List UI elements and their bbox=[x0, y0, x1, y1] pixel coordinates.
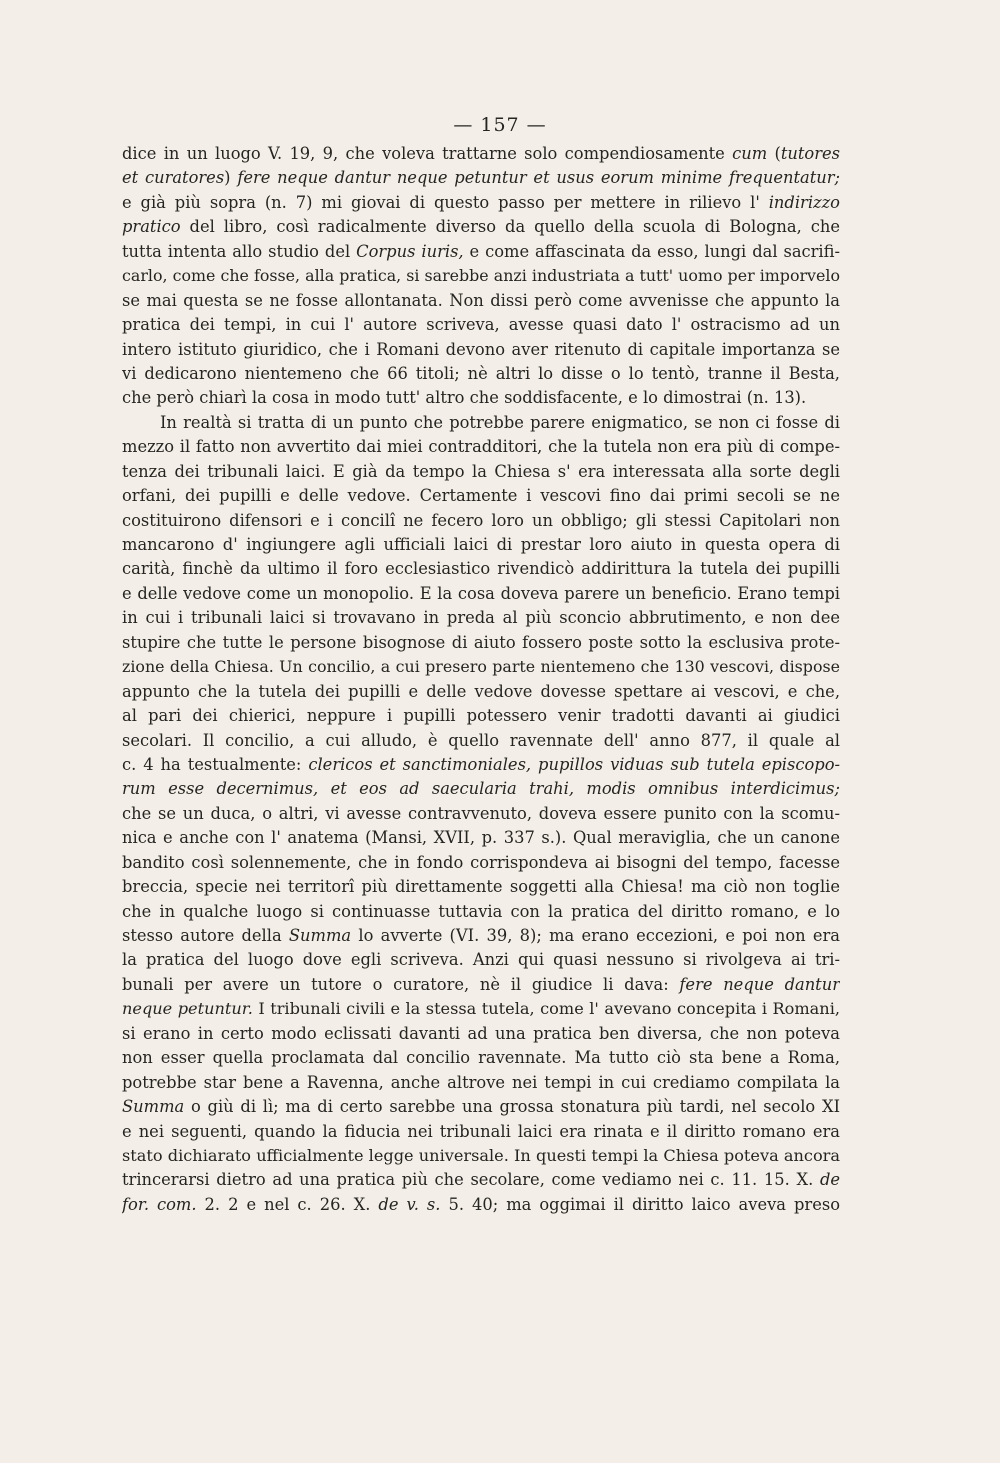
page-number: — 157 — bbox=[453, 114, 547, 136]
text-line bbox=[122, 289, 840, 313]
text-line bbox=[122, 240, 840, 264]
text-segment: in cui i tribunali laici si trovavano in preda al più sconcio abbrutimento, e non dee bbox=[122, 608, 840, 628]
text-line bbox=[122, 362, 840, 386]
text-line bbox=[122, 166, 840, 190]
text-segment: orfani, dei pupilli e delle vedove. Certamente i vescovi fino dai primi secoli se ne bbox=[122, 486, 840, 506]
text-segment: In realtà si tratta di un punto che potrebbe parere enigmatico, se non ci fosse di bbox=[160, 412, 840, 432]
text-segment: si erano in certo modo eclissati davanti ad una pratica ben diversa, che non poteva bbox=[122, 1023, 840, 1043]
text-segment: zione della Chiesa. Un concilio, a cui presero parte nientemeno che 130 vescovi, dispose bbox=[122, 657, 840, 677]
text-segment: pratica dei tempi, in cui l' autore scriveva, avesse quasi dato l' ostracismo ad un bbox=[122, 315, 840, 335]
text-segment: che in qualche luogo si continuasse tuttavia con la pratica del diritto romano, e lo bbox=[122, 901, 840, 921]
text-segment: I tribunali civili e la stessa tutela, come l' avevano concepita i Romani, bbox=[252, 999, 840, 1019]
italic-text: fere neque dantur bbox=[679, 974, 840, 994]
text-segment: la pratica del luogo dove egli scriveva. Anzi qui quasi nessuno si rivolgeva ai tri- bbox=[122, 950, 840, 970]
italic-text: neque petuntur. bbox=[122, 999, 253, 1019]
italic-text: indirizzo bbox=[768, 192, 840, 212]
text-line bbox=[122, 557, 840, 581]
text-segment: bandito così solennemente, che in fondo corrispondeva ai bisogni del tempo, facesse bbox=[122, 852, 840, 872]
text-segment: stato dichiarato ufficialmente legge universale. In questi tempi la Chiesa poteva ancora bbox=[122, 1145, 840, 1165]
text-line bbox=[122, 1120, 840, 1144]
text-segment: o giù di lì; ma di certo sarebbe una grossa stonatura più tardi, nel secolo XI bbox=[184, 1097, 840, 1117]
text-line bbox=[122, 264, 840, 288]
text-line bbox=[122, 1095, 840, 1119]
body-text bbox=[122, 142, 840, 1217]
italic-text: et curatores bbox=[122, 168, 225, 188]
text-line bbox=[122, 215, 840, 239]
text-line bbox=[122, 1071, 840, 1095]
text-line bbox=[122, 1022, 840, 1046]
text-segment: intero istituto giuridico, che i Romani devono aver ritenuto di capitale importanza se bbox=[122, 339, 840, 359]
italic-text: de bbox=[819, 1170, 840, 1190]
text-segment: che se un duca, o altri, vi avesse contravvenuto, doveva essere punito con la scomu- bbox=[122, 803, 840, 823]
text-line bbox=[122, 533, 840, 557]
text-line bbox=[122, 851, 840, 875]
text-segment: e come affascinata da esso, lungi dal sacrifi- bbox=[463, 241, 840, 261]
text-segment: mancarono d' ingiungere agli ufficiali laici di prestar loro aiuto in questa opera di bbox=[122, 535, 840, 554]
italic-text: clericos et sanctimoniales, pupillos viduas sub tutela episcopo- bbox=[308, 754, 840, 774]
text-line bbox=[122, 729, 840, 753]
text-line bbox=[122, 753, 840, 777]
text-segment: stesso autore della bbox=[122, 926, 289, 945]
text-line bbox=[122, 948, 840, 972]
text-segment: carlo, come che fosse, alla pratica, si sarebbe anzi industriata a tutt' uomo per imporvelo bbox=[122, 266, 840, 286]
text-segment: bunali per avere un tutore o curatore, nè il giudice li dava: bbox=[122, 974, 680, 994]
text-line bbox=[122, 509, 840, 533]
text-segment: mezzo il fatto non avvertito dai miei contradditori, che la tutela non era più di compe- bbox=[122, 437, 840, 457]
text-segment: se mai questa se ne fosse allontanata. Non dissi però come avvenisse che appunto la bbox=[122, 290, 840, 310]
text-segment: ( bbox=[767, 144, 781, 163]
text-line bbox=[122, 582, 840, 606]
text-segment: non esser quella proclamata dal concilio ravennate. Ma tutto ciò sta bene a Roma, bbox=[122, 1048, 840, 1068]
italic-text: tutores bbox=[780, 144, 840, 163]
text-line bbox=[122, 680, 840, 704]
text-segment: trincerarsi dietro ad una pratica più che secolare, come vediamo nei c. 11. 15. X. bbox=[122, 1170, 820, 1190]
text-segment: breccia, specie nei territorî più direttamente soggetti alla Chiesa! ma ciò non toglie bbox=[122, 877, 840, 897]
text-segment: 5. 40; ma oggimai il diritto laico aveva preso bbox=[440, 1194, 840, 1214]
text-line bbox=[122, 460, 840, 484]
text-line bbox=[122, 924, 840, 948]
text-segment: che però chiarì la cosa in modo tutt' altro che soddisfacente, e lo dimostrai (n. 13). bbox=[122, 388, 807, 408]
text-line bbox=[122, 655, 840, 679]
text-segment: potrebbe star bene a Ravenna, anche altrove nei tempi in cui crediamo compilata la bbox=[122, 1072, 840, 1092]
text-segment: e nei seguenti, quando la fiducia nei tribunali laici era rinata e il diritto romano era bbox=[122, 1121, 840, 1141]
italic-text: Summa bbox=[288, 926, 352, 945]
text-segment: al pari dei chierici, neppure i pupilli potessero venir tradotti davanti ai giudici bbox=[122, 706, 840, 726]
text-segment: e già più sopra (n. 7) mi giovai di questo passo per mettere in rilievo l' bbox=[122, 192, 769, 212]
text-segment: nica e anche con l' anatema (Mansi, XVII, p. 337 s.). Qual meraviglia, che un canone bbox=[122, 828, 840, 848]
italic-text: cum bbox=[732, 144, 768, 163]
italic-text: fere neque dantur neque petuntur et usus eorum minime frequentatur; bbox=[237, 168, 840, 188]
text-segment: vi dedicarono nientemeno che 66 titoli; nè altri lo disse o lo tentò, tranne il Besta, bbox=[122, 363, 840, 383]
text-segment: tenza dei tribunali laici. E già da tempo la Chiesa s' era interessata alla sorte degli bbox=[122, 461, 840, 481]
text-segment: dice in un luogo V. 19, 9, che voleva trattarne solo compendiosamente bbox=[122, 144, 733, 163]
text-line bbox=[122, 900, 840, 924]
text-line bbox=[122, 802, 840, 826]
text-segment: tutta intenta allo studio del bbox=[122, 241, 357, 261]
italic-text: rum esse decernimus, et eos ad saecularia trahi, modis omnibus interdicimus; bbox=[122, 779, 840, 799]
text-segment: c. 4 ha testualmente: bbox=[122, 754, 309, 774]
text-segment: 2. 2 e nel c. 26. X. bbox=[196, 1194, 379, 1214]
text-line bbox=[122, 973, 840, 997]
text-line bbox=[122, 1144, 840, 1168]
text-line bbox=[122, 1193, 840, 1217]
italic-text: pratico bbox=[122, 217, 181, 237]
text-line bbox=[122, 435, 840, 459]
italic-text: for. com. bbox=[122, 1194, 197, 1214]
text-segment: carità, finchè da ultimo il foro ecclesiastico rivendicò addirittura la tutela dei pupilli bbox=[122, 559, 840, 579]
text-line bbox=[122, 631, 840, 655]
text-line bbox=[122, 313, 840, 337]
text-line bbox=[122, 191, 840, 215]
text-line bbox=[122, 875, 840, 899]
text-segment: lo avverte (VI. 39, 8); ma erano eccezioni, e poi non era bbox=[351, 926, 840, 945]
text-line bbox=[122, 826, 840, 850]
text-line bbox=[122, 142, 840, 166]
text-segment: del libro, così radicalmente diverso da quello della scuola di Bologna, che bbox=[180, 217, 840, 237]
text-segment: e delle vedove come un monopolio. E la cosa doveva parere un beneficio. Erano tempi bbox=[122, 583, 840, 603]
text-line bbox=[122, 997, 840, 1021]
text-line bbox=[122, 606, 840, 630]
text-line bbox=[122, 1168, 840, 1192]
text-segment: appunto che la tutela dei pupilli e delle vedove dovesse spettare ai vescovi, e che, bbox=[122, 681, 840, 701]
text-line bbox=[122, 411, 840, 435]
text-line bbox=[122, 777, 840, 801]
text-segment: secolari. Il concilio, a cui alludo, è quello ravennate dell' anno 877, il quale al bbox=[122, 730, 840, 750]
text-line bbox=[122, 1046, 840, 1070]
text-segment: costituirono difensori e i concilî ne fecero loro un obbligo; gli stessi Capitolari non bbox=[122, 510, 840, 530]
text-segment: ) bbox=[224, 168, 238, 188]
text-line bbox=[122, 484, 840, 508]
text-line bbox=[122, 704, 840, 728]
italic-text: Corpus iuris, bbox=[356, 241, 464, 261]
italic-text: Summa bbox=[122, 1097, 185, 1117]
text-line bbox=[122, 338, 840, 362]
text-line bbox=[122, 386, 840, 410]
text-segment: stupire che tutte le persone bisognose di aiuto fossero poste sotto la esclusiva prote- bbox=[122, 632, 840, 652]
italic-text: de v. s. bbox=[378, 1194, 441, 1214]
